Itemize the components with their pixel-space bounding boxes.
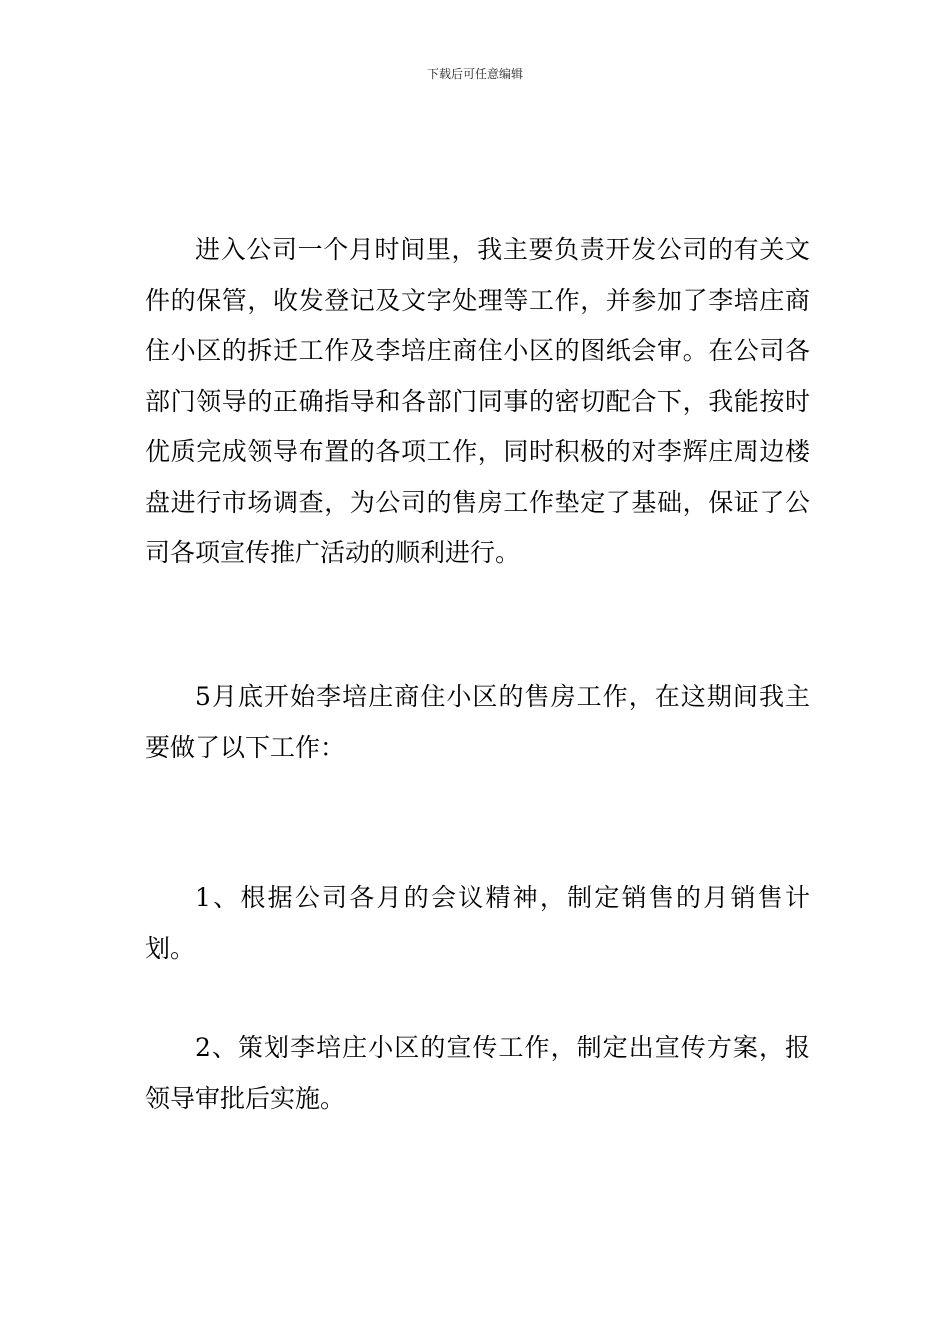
paragraph-work-overview: 进入公司一个月时间里，我主要负责开发公司的有关文件的保管，收发登记及文字处理等工作，并参加了李培庄商住小区的拆迁工作及李培庄商住小区的图纸会审。在公司各部门领导的正确指导和各部门同事的密切配合下，我能按时优质完成领导布置的各项工作，同时积极的对李辉庄周边楼盘进行市场调查，为公司的售房工作垫定了基础，保证了公司各项宣传推广活动的顺利进行。 [145, 235, 810, 567]
paragraph-item-1: 1、根据公司各月的会议精神，制定销售的月销售计划。 [145, 883, 810, 963]
paragraph-item-2: 2、策划李培庄小区的宣传工作，制定出宣传方案，报领导审批后实施。 [145, 1033, 810, 1113]
header-note: 下载后可任意编辑 [426, 67, 523, 81]
paragraph-sales-intro: 5月底开始李培庄商住小区的售房工作，在这期间我主要做了以下工作： [145, 682, 810, 762]
